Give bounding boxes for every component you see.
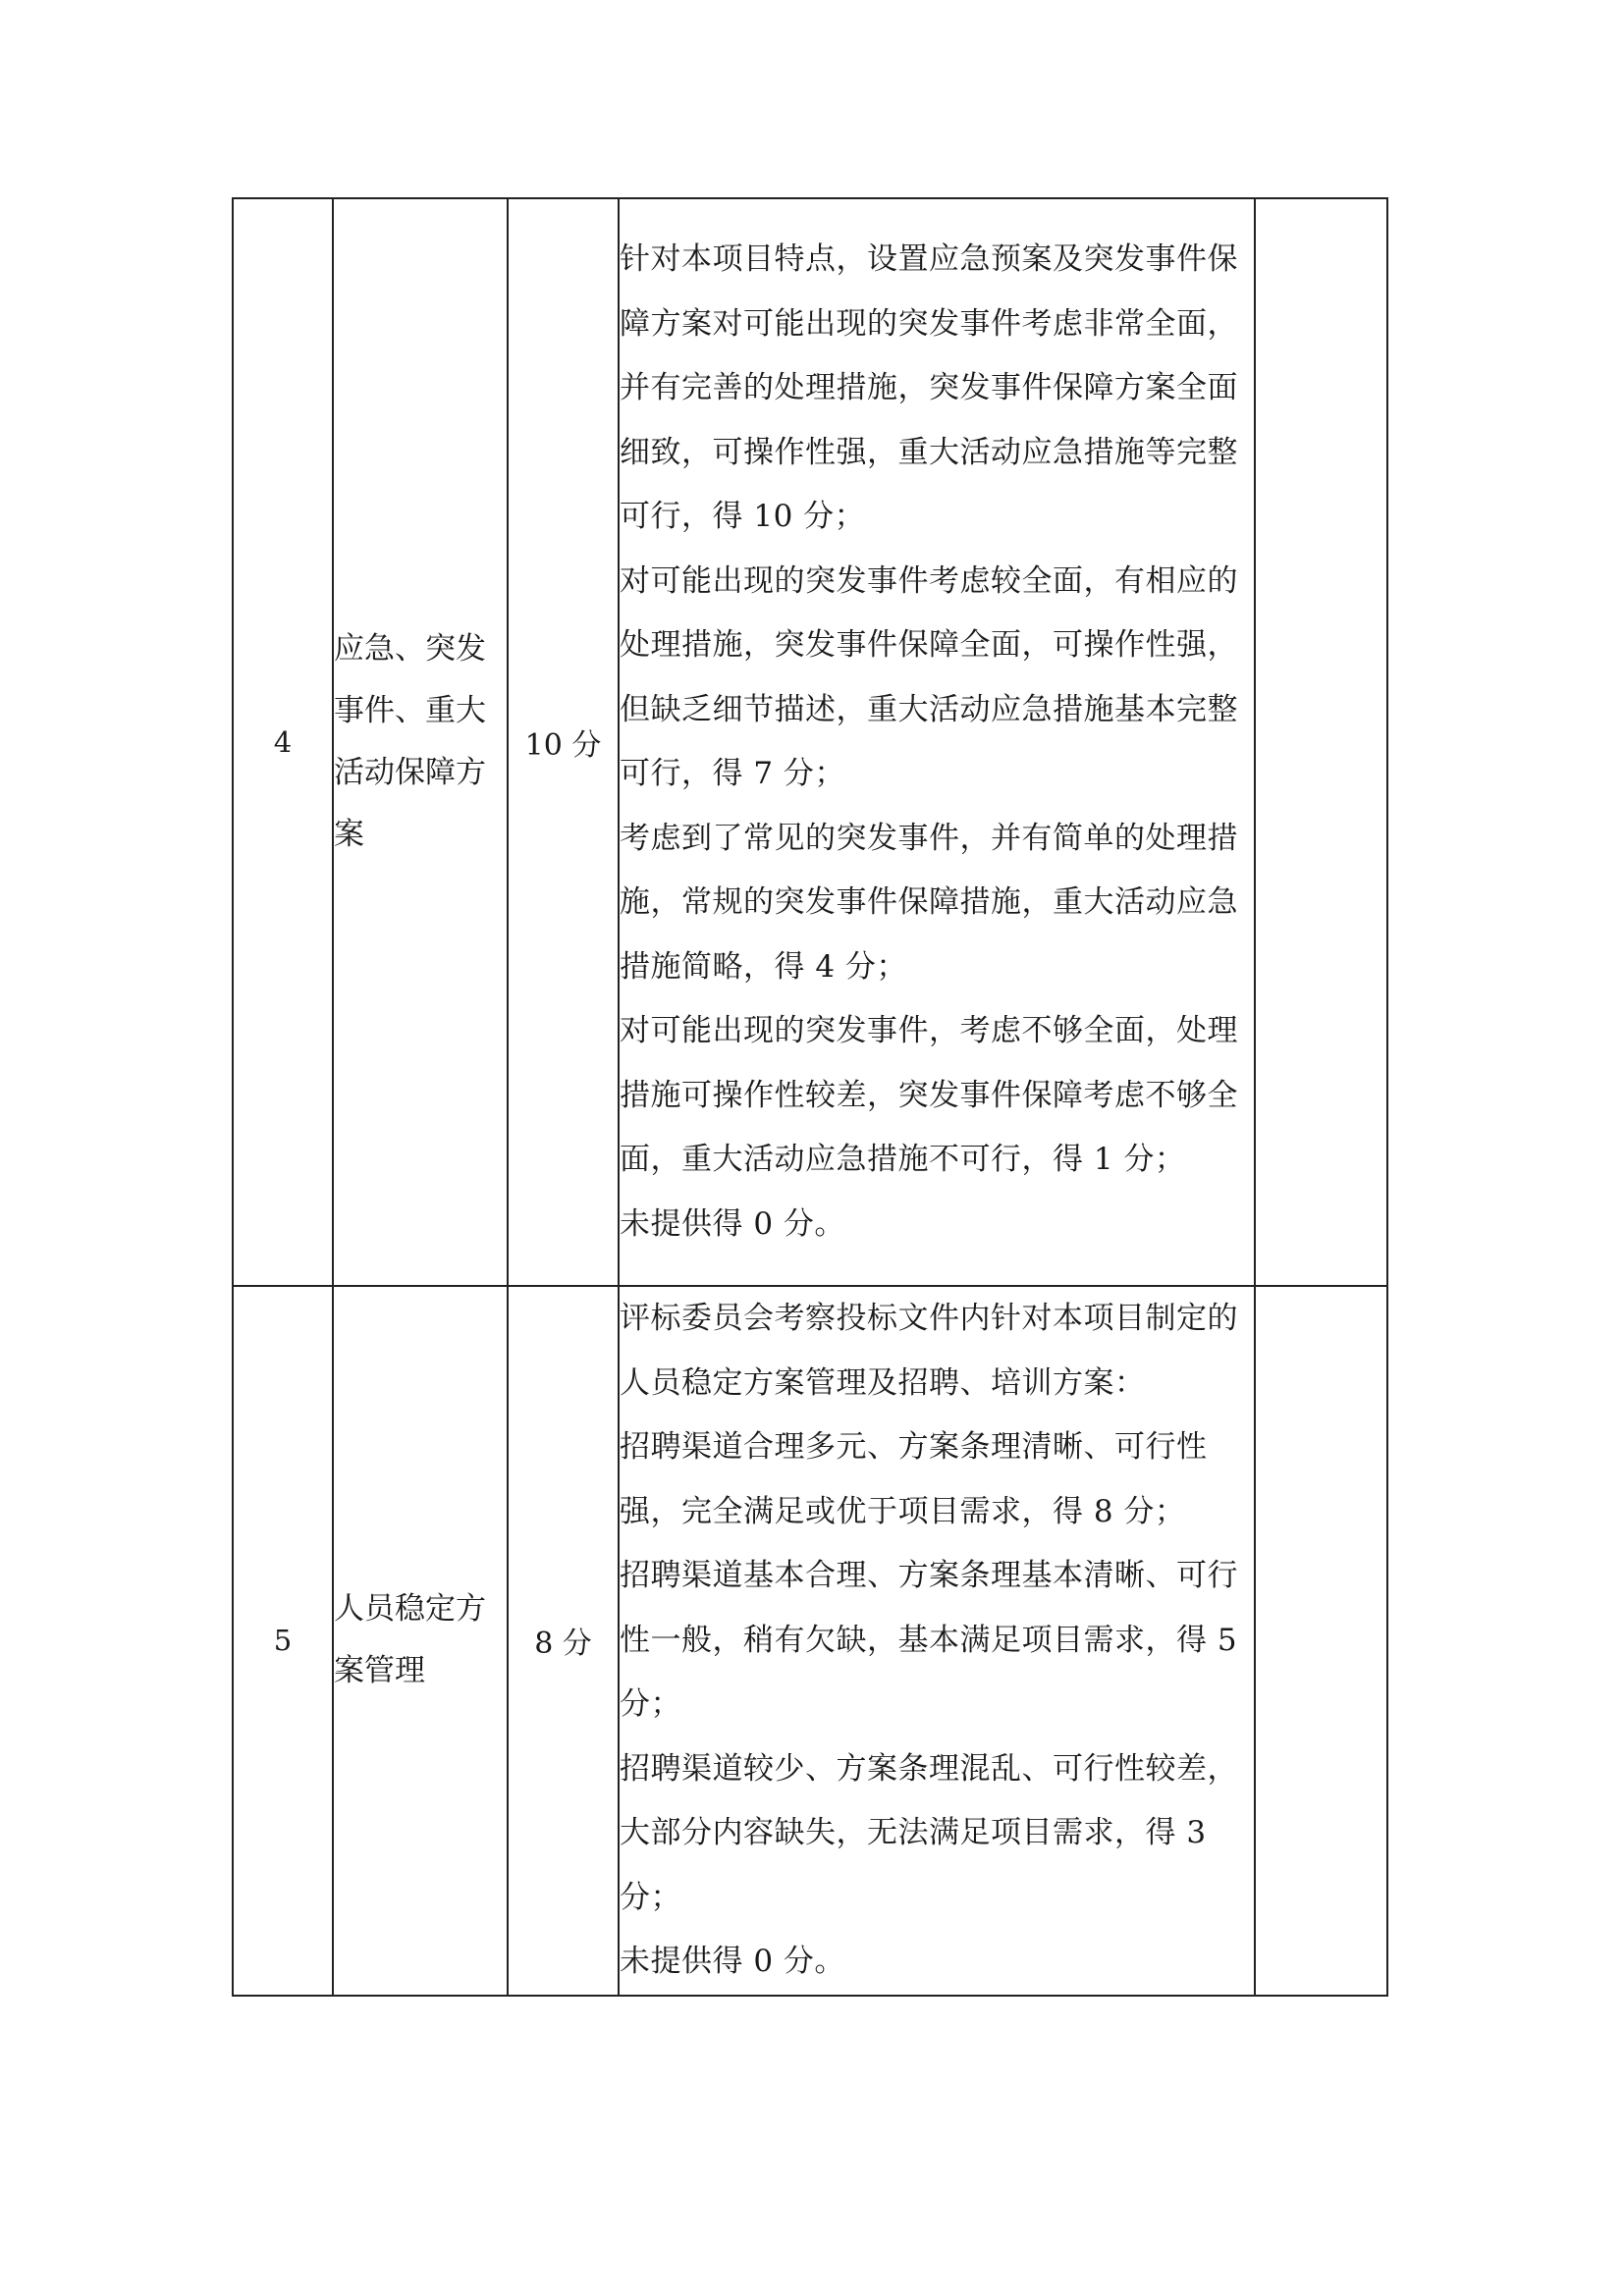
- criteria-paragraph: 招聘渠道合理多元、方案条理清晰、可行性强，完全满足或优于项目需求，得 8 分；: [620, 1429, 1208, 1529]
- criteria-paragraph: 考虑到了常见的突发事件，并有简单的处理措施，常规的突发事件保障措施，重大活动应急措施简略，得 4 分；: [620, 820, 1238, 985]
- remark-cell: [1255, 198, 1387, 1286]
- row-number: 5: [233, 1286, 333, 1996]
- scoring-criteria: [619, 1286, 1255, 1996]
- evaluation-item: 人员稳定方案管理: [333, 1286, 508, 1996]
- criteria-paragraph: 未提供得 0 分。: [620, 1944, 845, 1979]
- row-number: 4: [233, 198, 333, 1286]
- criteria-paragraph: 对可能出现的突发事件，考虑不够全面，处理措施可操作性较差，突发事件保障考虑不够全面，重大活动应急措施不可行，得 1 分；: [620, 1013, 1238, 1177]
- remark-cell: [1255, 1286, 1387, 1996]
- score-value: 8 分: [508, 1286, 619, 1996]
- score-value: 10 分: [508, 198, 619, 1286]
- criteria-paragraph: 评标委员会考察投标文件内针对本项目制定的人员稳定方案管理及招聘、培训方案：: [620, 1301, 1238, 1401]
- criteria-paragraph: 招聘渠道较少、方案条理混乱、可行性较差，大部分内容缺失，无法满足项目需求，得 3 分；: [620, 1750, 1238, 1915]
- criteria-paragraph: 对可能出现的突发事件考虑较全面，有相应的处理措施，突发事件保障全面，可操作性强，但缺乏细节描述，重大活动应急措施基本完整可行，得 7 分；: [620, 562, 1238, 791]
- scoring-criteria: [619, 198, 1255, 1286]
- criteria-paragraph: 未提供得 0 分。: [620, 1205, 845, 1242]
- criteria-paragraph: 招聘渠道基本合理、方案条理基本清晰、可行性一般，稍有欠缺，基本满足项目需求，得 5 分；: [620, 1558, 1238, 1722]
- table-row: [233, 198, 1387, 1286]
- evaluation-item: 应急、突发事件、重大活动保障方案: [333, 198, 508, 1286]
- scoring-table: [232, 197, 1388, 1997]
- table-row: [233, 1286, 1387, 1996]
- criteria-paragraph: 针对本项目特点，设置应急预案及突发事件保障方案对可能出现的突发事件考虑非常全面，并有完善的处理措施，突发事件保障方案全面细致，可操作性强，重大活动应急措施等完整可行，得 10 分；: [620, 241, 1238, 534]
